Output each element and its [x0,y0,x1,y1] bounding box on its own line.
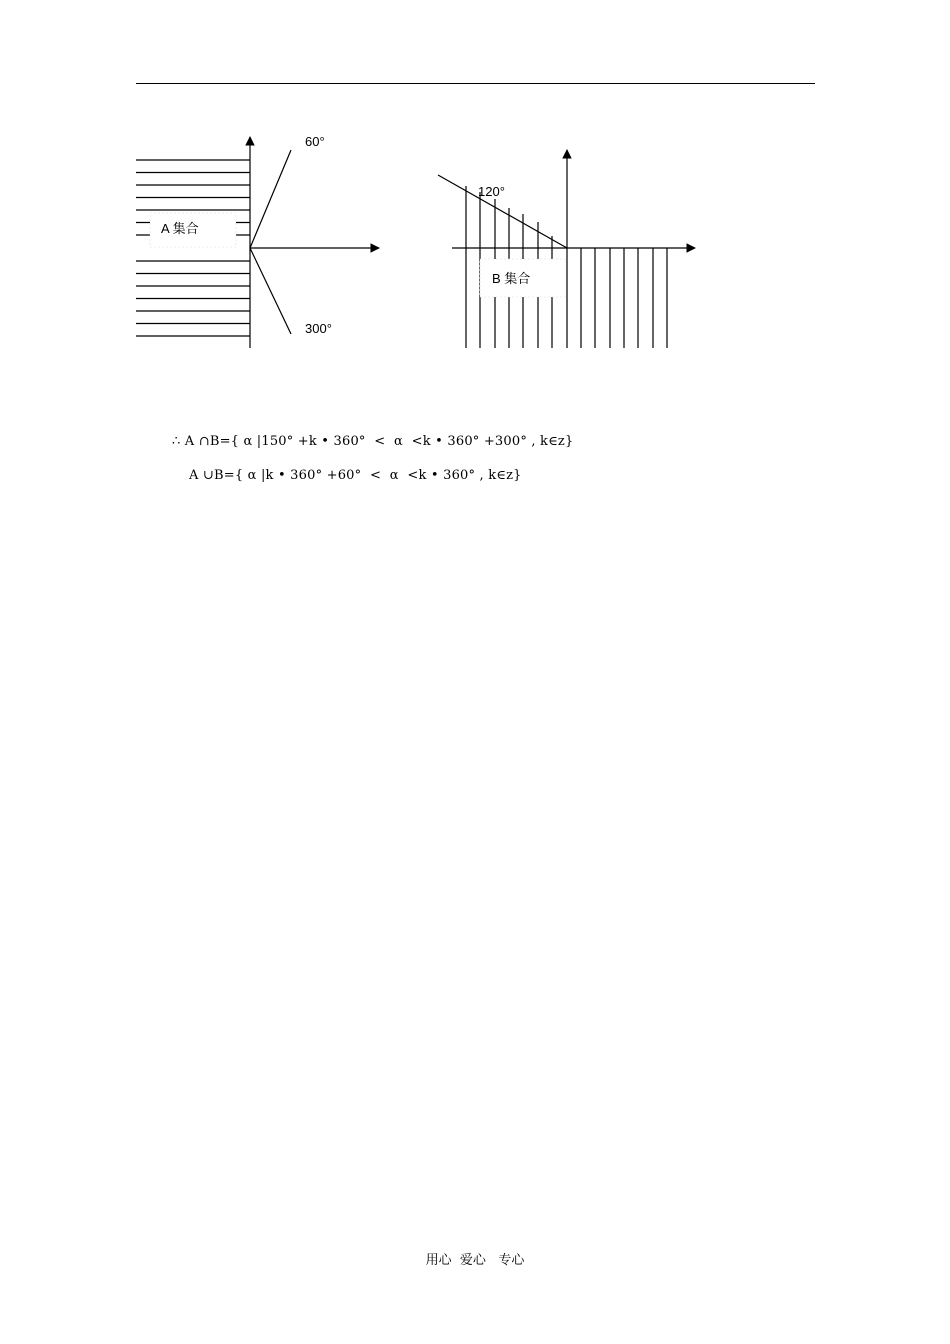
set-b-label: B 集合 [492,271,531,286]
angle-label-60: 60° [305,134,325,149]
page-footer: 用心 爱心 专心 [425,1253,525,1268]
set-a-label: A 集合 [161,221,199,236]
angle-label-120: 120° [478,184,505,199]
union-formula: A ∪B={ α |k • 360° +60° < α <k • 360° , k∈z} [189,468,522,483]
set-a-ray-300 [250,248,291,334]
set-diagram-figure [0,0,950,400]
set-a-hatch-lines [136,160,250,336]
intersection-formula: ∴ A ∩B={ α |150° +k • 360° < α <k • 360° +300° , k∈z} [172,434,574,449]
set-a-ray-60 [250,150,291,248]
set-b-diagram [438,150,695,348]
angle-label-300: 300° [305,321,332,336]
